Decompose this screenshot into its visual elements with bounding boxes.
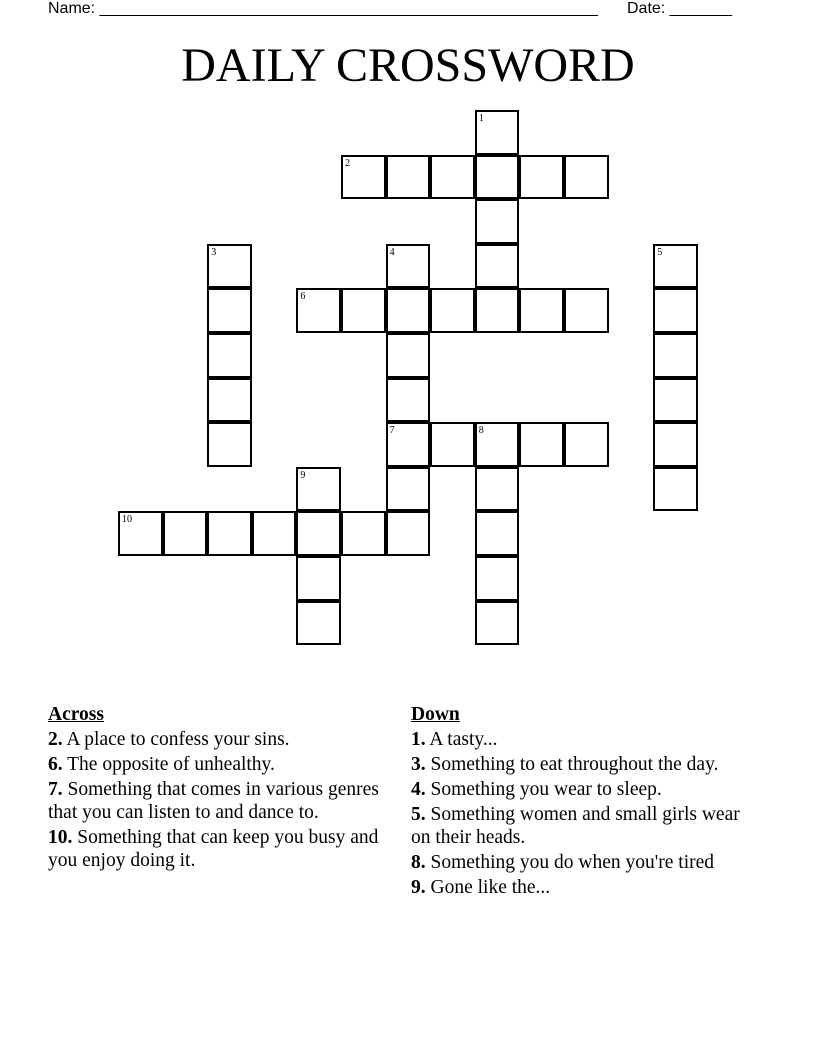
- name-field[interactable]: Name: ________________________________________________________: [48, 0, 598, 17]
- clue-text: Something you do when you're tired: [425, 852, 715, 873]
- grid-cell[interactable]: [386, 244, 431, 289]
- grid-cell[interactable]: [475, 155, 520, 200]
- grid-cell[interactable]: [653, 378, 698, 423]
- grid-cell[interactable]: [475, 556, 520, 601]
- grid-cell[interactable]: [386, 288, 431, 333]
- clue-number: 7.: [48, 779, 63, 800]
- grid-cell[interactable]: [564, 422, 609, 467]
- grid-cell[interactable]: [475, 601, 520, 646]
- across-clue: [48, 728, 393, 751]
- clue-number: 9: [300, 469, 306, 481]
- grid-cell[interactable]: [207, 422, 252, 467]
- clue-text: Gone like the...: [425, 877, 551, 898]
- clue-text: The opposite of unhealthy.: [62, 754, 275, 775]
- page-title: DAILY CROSSWORD: [181, 39, 635, 92]
- clue-text: Something women and small girls wear on their heads.: [411, 804, 740, 848]
- clue-text: Something that comes in various genres that you can listen to and dance to.: [48, 779, 379, 823]
- grid-cell[interactable]: [386, 511, 431, 556]
- grid-cell[interactable]: [475, 288, 520, 333]
- down-clue: [411, 803, 756, 849]
- clue-number: 5: [657, 246, 663, 258]
- down-clue: [411, 753, 756, 776]
- grid-cell[interactable]: [475, 467, 520, 512]
- clue-number: 4.: [411, 779, 426, 800]
- grid-cell[interactable]: [207, 378, 252, 423]
- clue-number: 10.: [48, 827, 73, 848]
- grid-cell[interactable]: [475, 244, 520, 289]
- clue-number: 3: [211, 246, 217, 258]
- across-clue: [48, 826, 393, 872]
- grid-cell[interactable]: [207, 511, 252, 556]
- clue-number: 2.: [48, 729, 63, 750]
- down-heading: Down: [411, 704, 460, 725]
- clue-number: 6.: [48, 754, 63, 775]
- clue-number: 5.: [411, 804, 426, 825]
- clue-text: A tasty...: [425, 729, 498, 750]
- grid-cell[interactable]: [653, 244, 698, 289]
- grid-cell[interactable]: [207, 333, 252, 378]
- across-clue: [48, 753, 393, 776]
- grid-cell[interactable]: [386, 378, 431, 423]
- grid-cell[interactable]: [564, 288, 609, 333]
- grid-cell[interactable]: [386, 467, 431, 512]
- clue-number: 8.: [411, 852, 426, 873]
- grid-cell[interactable]: [564, 155, 609, 200]
- clue-text: A place to confess your sins.: [62, 729, 290, 750]
- grid-cell[interactable]: [475, 511, 520, 556]
- clue-number: 9.: [411, 877, 426, 898]
- grid-cell[interactable]: [118, 511, 163, 556]
- down-clue: [411, 851, 756, 874]
- clue-number: 4: [389, 246, 395, 258]
- across-clue: [48, 778, 393, 824]
- grid-cell[interactable]: [341, 155, 386, 200]
- grid-cell[interactable]: [519, 422, 564, 467]
- grid-cell[interactable]: [341, 288, 386, 333]
- down-clue: [411, 876, 756, 899]
- grid-cell[interactable]: [430, 288, 475, 333]
- grid-cell[interactable]: [475, 199, 520, 244]
- grid-cell[interactable]: [430, 422, 475, 467]
- grid-cell[interactable]: [386, 333, 431, 378]
- grid-cell[interactable]: [163, 511, 208, 556]
- clue-text: Something you wear to sleep.: [425, 779, 662, 800]
- grid-cell[interactable]: [653, 333, 698, 378]
- down-clues: [411, 703, 756, 901]
- grid-cell[interactable]: [386, 155, 431, 200]
- grid-cell[interactable]: [296, 601, 341, 646]
- grid-cell[interactable]: [430, 155, 475, 200]
- clue-number: 8: [478, 425, 484, 437]
- down-clue: [411, 778, 756, 801]
- date-field[interactable]: Date: _______: [627, 0, 732, 17]
- clue-number: 7: [389, 425, 395, 437]
- clue-text: Something that can keep you busy and you enjoy doing it.: [48, 827, 379, 871]
- grid-cell[interactable]: [475, 110, 520, 155]
- down-clue: [411, 728, 756, 751]
- grid-cell[interactable]: [296, 556, 341, 601]
- clue-number: 1.: [411, 729, 426, 750]
- clue-text: Something to eat throughout the day.: [425, 754, 719, 775]
- grid-cell[interactable]: [296, 511, 341, 556]
- grid-cell[interactable]: [386, 422, 431, 467]
- grid-cell[interactable]: [341, 511, 386, 556]
- grid-cell[interactable]: [653, 422, 698, 467]
- clue-number: 2: [345, 157, 350, 169]
- grid-cell[interactable]: [296, 467, 341, 512]
- across-clues: [48, 703, 393, 874]
- grid-cell[interactable]: [653, 288, 698, 333]
- across-heading: Across: [48, 704, 104, 725]
- grid-cell[interactable]: [475, 422, 520, 467]
- grid-cell[interactable]: [519, 155, 564, 200]
- grid-cell[interactable]: [296, 288, 341, 333]
- grid-cell[interactable]: [519, 288, 564, 333]
- grid-cell[interactable]: [207, 288, 252, 333]
- grid-cell[interactable]: [653, 467, 698, 512]
- grid-cell[interactable]: [207, 244, 252, 289]
- clue-number: 1: [478, 113, 484, 124]
- clue-number: 10: [122, 514, 132, 526]
- clue-number: 3.: [411, 754, 426, 775]
- clue-number: 6: [300, 291, 306, 303]
- grid-cell[interactable]: [252, 511, 297, 556]
